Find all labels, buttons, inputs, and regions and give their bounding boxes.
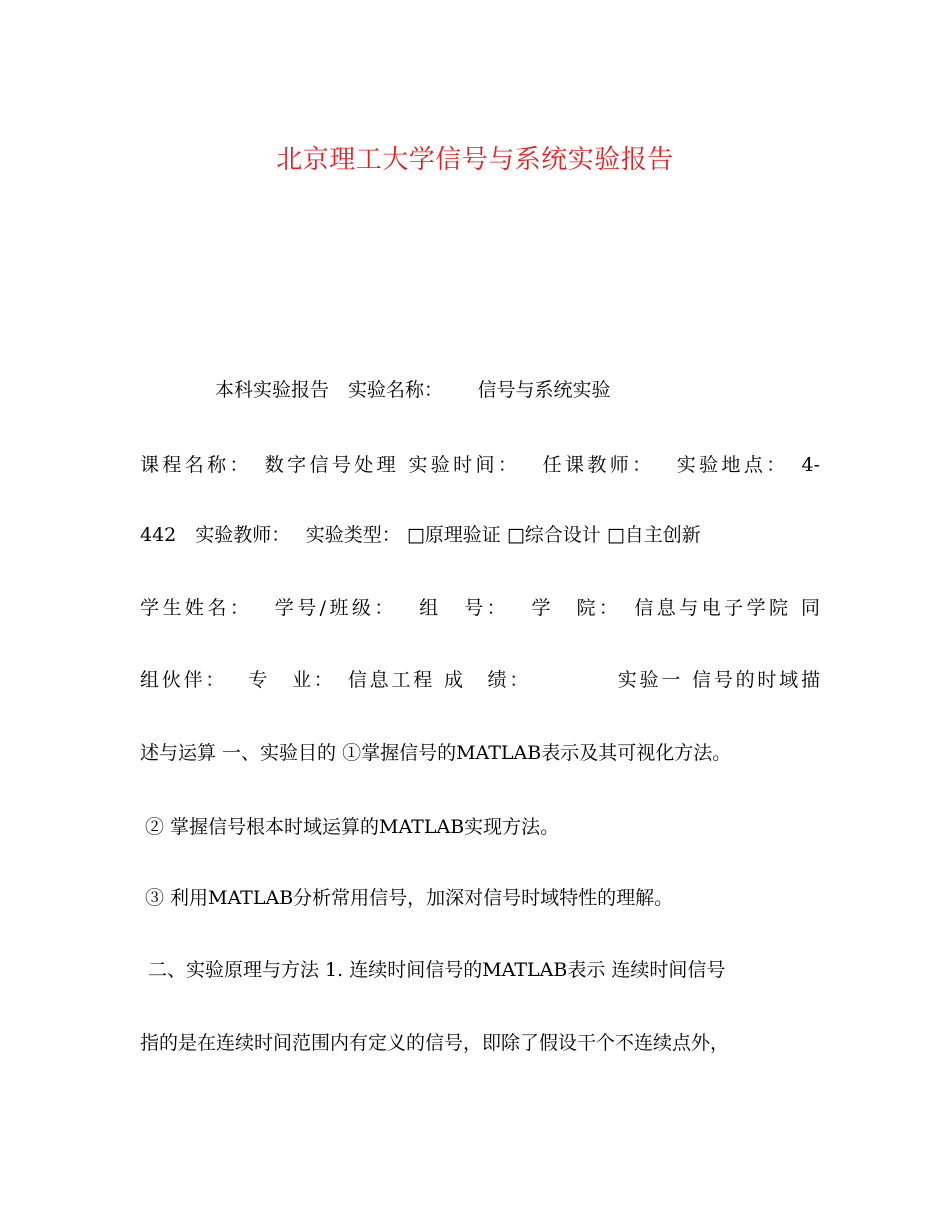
text-line-5: 组伙伴： 专 业： 信息工程 成 绩： 实验一 信号的时域描 (140, 669, 820, 691)
text-line-9: 二、实验原理与方法 1. 连续时间信号的MATLAB表示 连续时间信号 (148, 959, 726, 981)
text-line-1: 本科实验报告 实验名称： 信号与系统实验 (215, 379, 611, 401)
text-line-4: 学生姓名： 学号/班级： 组 号： 学 院： 信息与电子学院 同 (140, 597, 820, 619)
text-line-2: 课程名称： 数字信号处理 实验时间： 任课教师： 实验地点： 4- (140, 454, 820, 476)
text-line-7: ② 掌握信号根本时域运算的MATLAB实现方法。 (145, 816, 560, 838)
document-title: 北京理工大学信号与系统实验报告 (276, 145, 674, 175)
text-line-6: 述与运算 一、实验目的 ①掌握信号的MATLAB表示及其可视化方法。 (140, 742, 732, 764)
text-line-8: ③ 利用MATLAB分析常用信号，加深对信号时域特性的理解。 (145, 887, 674, 909)
text-line-10: 指的是在连续时间范围内有定义的信号，即除了假设干个不连续点外， (140, 1032, 730, 1054)
text-line-3: 442 实验教师： 实验类型： □原理验证 □综合设计 □自主创新 (140, 524, 701, 546)
